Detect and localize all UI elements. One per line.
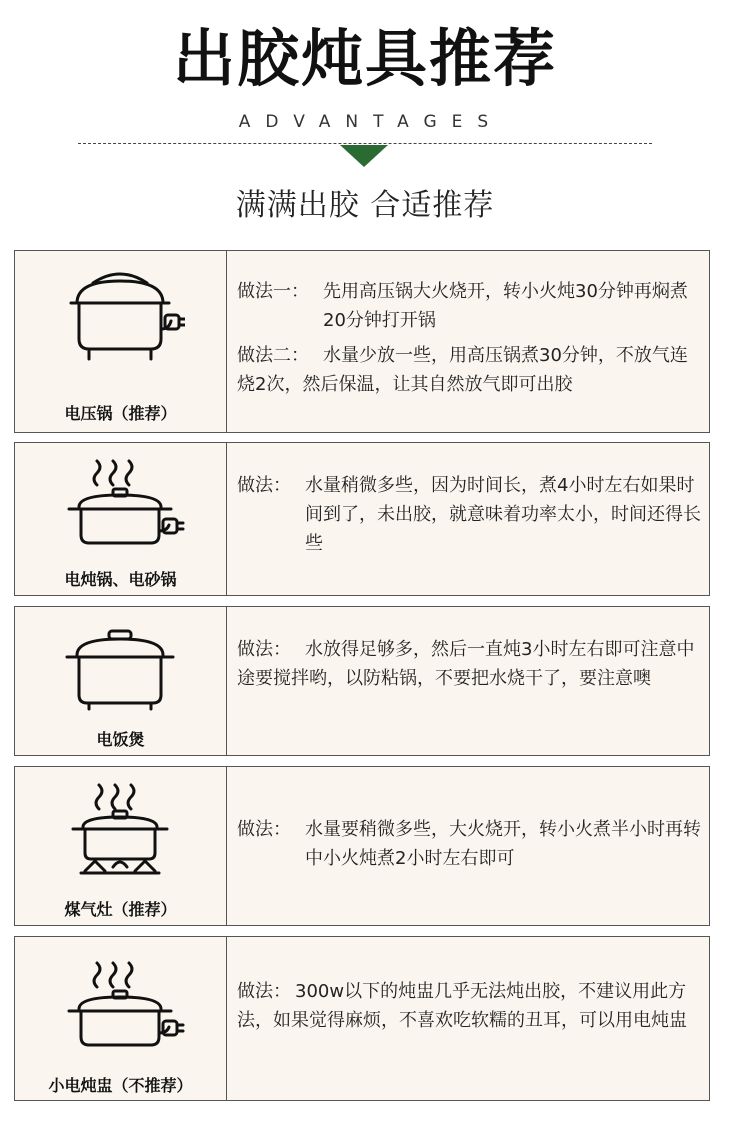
cooker-card-rice-cooker [14,606,710,756]
method-text: 水量要稍微多些，大火烧开，转小火煮半小时再转中小火炖煮2小时左右即可 [305,819,701,869]
cooker-methods [237,937,701,1100]
method-item [237,815,701,873]
rice-cooker-icon [55,621,185,721]
cooker-card-gas-stove [14,766,710,926]
gas-stove-pot-icon [55,779,185,879]
method-label: 做法： [237,981,291,1002]
method-item [237,635,701,693]
method-item [237,977,701,1035]
section-heading: 满满出胶 合适推荐 [235,188,495,223]
cooker-label: 小电炖盅（不推荐） [48,1076,193,1095]
cooker-card-small-stew-cup [14,936,710,1101]
cooker-card-left [15,767,227,925]
cooker-methods [237,607,701,755]
method-item [237,471,701,558]
method-text: 水量稍微多些，因为时间长，煮4小时左右如果时间到了，未出胶，就意味着功率太小，时间还得长些 [305,475,701,554]
method-label: 做法： [237,639,291,660]
cooker-card-left [15,607,227,755]
dashed-divider [78,143,652,144]
cooker-methods [237,443,701,595]
method-label: 做法一： [237,281,309,302]
page-subtitle: ADVANTAGES [238,112,504,132]
cooker-card-stew-pot [14,442,710,596]
method-label: 做法： [237,475,291,496]
electric-stew-pot-icon [55,455,185,555]
cooker-label: 煤气灶（推荐） [64,900,177,919]
method-text: 300w以下的炖盅几乎无法炖出胶，不建议用此方法，如果觉得麻烦，不喜欢吃软糯的丑耳，可以用电炖盅 [237,981,687,1031]
method-item [237,277,701,335]
method-text: 先用高压锅大火烧开，转小火炖30分钟再焖煮20分钟打开锅 [323,281,688,331]
cooker-card-left [15,251,227,432]
page-title: 出胶炖具推荐 [172,22,557,95]
cooker-card-pressure [14,250,710,433]
cooker-label: 电炖锅、电砂锅 [64,570,177,589]
method-item [237,341,701,399]
small-stew-cup-icon [55,957,185,1057]
cooker-card-left [15,937,227,1100]
method-label: 做法二： [237,345,309,366]
cooker-card-left [15,443,227,595]
method-text: 水放得足够多，然后一直炖3小时左右即可注意中途要搅拌哟，以防粘锅，不要把水烧干了，要注意噢 [237,639,695,689]
method-text: 水量少放一些，用高压锅煮30分钟，不放气连烧2次，然后保温，让其自然放气即可出胶 [237,345,688,395]
cooker-label: 电压锅（推荐） [64,404,177,423]
cooker-methods [237,767,701,925]
cooker-label: 电饭煲 [96,730,145,749]
triangle-down-icon [340,145,388,167]
pressure-cooker-icon [55,267,185,367]
cooker-methods [237,251,701,432]
method-label: 做法： [237,819,291,840]
